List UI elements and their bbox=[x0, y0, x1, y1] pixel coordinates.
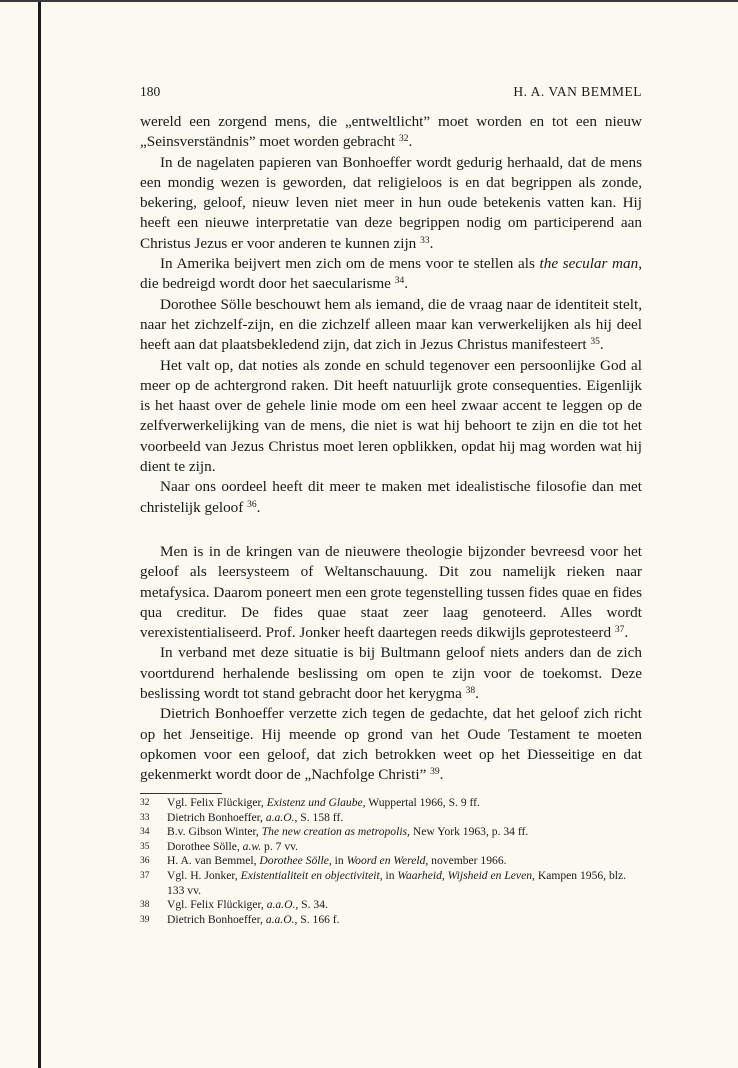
footnote-text: Vgl. H. Jonker, Existentialiteit en objectiviteit, in Waarheid, Wijsheid en Leven, Kampen 1956, blz. 133 vv. bbox=[167, 868, 627, 897]
page-header bbox=[140, 84, 642, 100]
footnote-ref: 36 bbox=[247, 499, 257, 510]
page-number: 180 bbox=[140, 84, 161, 99]
footnote-text: H. A. van Bemmel, Dorothee Sölle, in Woord en Wereld, november 1966. bbox=[167, 854, 507, 868]
footnote-text: Vgl. Felix Flückiger, Existenz und Glaube, Wuppertal 1966, S. 9 ff. bbox=[167, 796, 480, 809]
footnote-text: Dorothee Sölle, a.w. p. 7 vv. bbox=[167, 839, 299, 853]
footnote-number: 32 bbox=[140, 798, 150, 808]
paragraph-5: Het valt op, dat noties als zonde en schuld tegenover een persoonlijke God al meer op de achtergrond raken. Dit heeft natuurlijk grote consequenties. Eigenlijk is het haast over de gehele linie mode om een heel zwaar accent te leggen op de zelfverwerkelijking van de mens, die niet is wat hij behoort te zijn en die tot het voorbeeld van Jezus Christus moet leren opblikken, opdat hij mag worden wat hij dient te zijn. bbox=[140, 356, 642, 476]
footnote-37 bbox=[140, 869, 645, 898]
footnote-number: 34 bbox=[140, 827, 150, 838]
footnote-36 bbox=[140, 854, 645, 869]
paragraph-6: Naar ons oordeel heeft dit meer te maken met idealistische filosofie dan met christelijk geloof $^{36}$. bbox=[140, 478, 642, 516]
footnote-ref: 33 bbox=[420, 235, 430, 246]
footnote-ref: 32 bbox=[398, 134, 409, 145]
scan-left-edge bbox=[38, 2, 41, 1068]
footnote-text: Dietrich Bonhoeffer, a.a.O., S. 166 f. bbox=[167, 912, 340, 926]
paragraph-3: In Amerika beijvert men zich om de mens voor te stellen als the secular man, die bedreigd wordt door het saecularisme $^{34}$. bbox=[140, 255, 643, 293]
footnote-text: Dietrich Bonhoeffer, a.a.O., S. 158 ff. bbox=[167, 810, 344, 824]
section-gap bbox=[140, 518, 642, 542]
footnotes bbox=[140, 796, 645, 927]
footnote-number: 39 bbox=[140, 914, 150, 925]
italic-term: the secular man, bbox=[539, 255, 643, 273]
paragraph-8: In verband met deze situatie is bij Bultmann geloof niets anders dan de zich voortdurend herhalende beslissing om open te zijn voor de toekomst. Deze beslissing wordt tot stand gebracht door het kerygma $^{38}$. bbox=[140, 644, 642, 703]
footnote-39 bbox=[140, 913, 645, 928]
footnote-number: 33 bbox=[140, 812, 150, 823]
footnote-ref: 38 bbox=[465, 686, 476, 697]
footnote-ref: 34 bbox=[394, 276, 405, 287]
running-title: H. A. VAN BEMMEL bbox=[513, 84, 642, 99]
footnote-number: 38 bbox=[140, 900, 150, 911]
footnote-34 bbox=[140, 825, 645, 840]
footnote-number: 35 bbox=[140, 841, 150, 852]
footnote-ref: 39 bbox=[430, 767, 440, 778]
paragraph-2: In de nagelaten papieren van Bonhoeffer wordt gedurig herhaald, dat de mens een mondig wezen is geworden, dat religieloos is en dat begrippen als zonde, bekering, geloof, nieuw leven niet meer in hun oude betekenis vatten kan. Hij heeft een nieuwe interpretatie van deze begrippen nodig om participerend aan Christus Jezus er voor anderen te kunnen zijn $^{33}$. bbox=[140, 153, 642, 252]
footnote-text: B.v. Gibson Winter, The new creation as metropolis, New York 1963, p. 34 ff. bbox=[167, 825, 529, 839]
footnote-ref: 35 bbox=[590, 337, 600, 348]
footnote-number: 36 bbox=[140, 856, 150, 867]
paragraph-1: wereld een zorgend mens, die „entweltlicht” moet worden en tot een nieuw „Seinsverständnis” moet worden gebracht $^{32}$. bbox=[140, 113, 642, 151]
footnote-number: 37 bbox=[140, 870, 150, 881]
footnote-32 bbox=[140, 796, 645, 811]
paragraph-4: Dorothee Sölle beschouwt hem als iemand, die de vraag naar de identiteit stelt, naar het zichzelf-zijn, en die zichzelf alleen maar kan verwerkelijken als hij deel heeft aan dat plaatsbekledend zijn, dat zich in Jezus Christus manifesteert $^{35}$. bbox=[140, 295, 642, 354]
scan-top-edge bbox=[0, 0, 738, 2]
footnote-ref: 37 bbox=[614, 625, 625, 636]
body-text bbox=[140, 112, 642, 786]
paragraph-7: Men is in de kringen van de nieuwere theologie bijzonder bevreesd voor het geloof als leersysteem of Weltanschauung. Dit zou namelijk rieken naar metafysica. Daarom poneert men een grote tegenstelling tussen fides quae en fides qua creditur. De fides quae staat zeer laag genoteerd. Alles wordt verexistentialiseerd. Prof. Jonker heeft daartegen reeds dikwijls geprotesteerd $^{37}$. bbox=[140, 542, 642, 642]
footnote-38 bbox=[140, 898, 645, 913]
footnote-rule bbox=[140, 793, 222, 794]
paragraph-9: Dietrich Bonhoeffer verzette zich tegen de gedachte, dat het geloof zich richt op het Jenseitige. Hij meende op grond van het Oude Testament te moeten opkomen voor een geloof, dat zich betrokken weet op het Diesseitige en dat gekenmerkt wordt door de „Nachfolge Christi” $^{39}$. bbox=[140, 705, 642, 784]
footnote-text: Vgl. Felix Flückiger, a.a.O., S. 34. bbox=[167, 898, 328, 912]
footnote-35 bbox=[140, 840, 645, 855]
footnote-33 bbox=[140, 811, 645, 826]
